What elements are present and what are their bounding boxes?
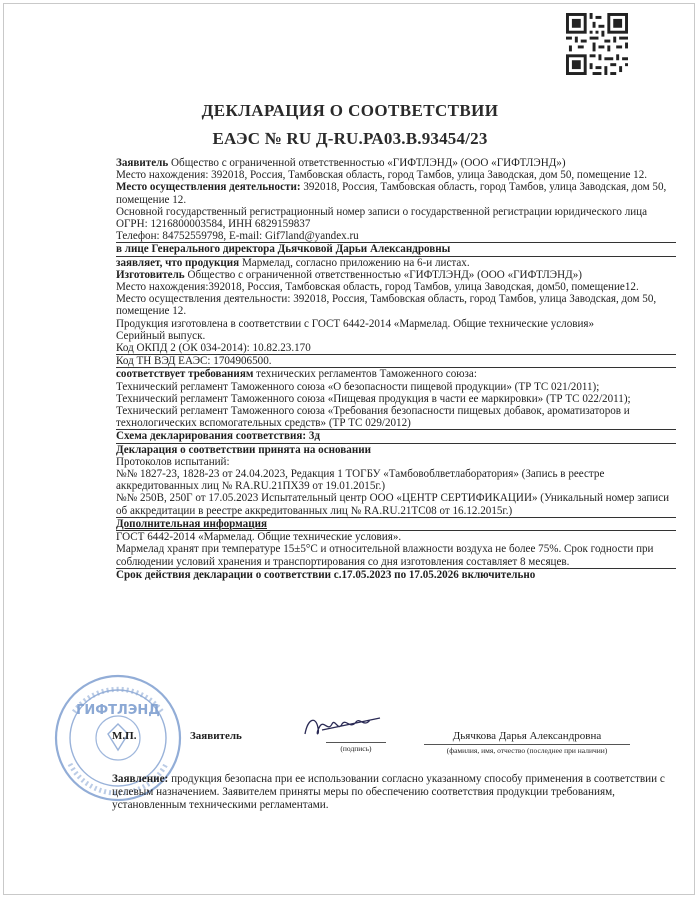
basis-line <box>116 443 676 456</box>
manufacturer-serial: Серийный выпуск. <box>116 329 206 342</box>
tnved-code: Код ТН ВЭД ЕАЭС: 1704906500. <box>116 354 676 367</box>
declaration-number: ЕАЭС № RU Д-RU.РА03.В.93454/23 <box>212 129 488 148</box>
signature-applicant-label: Заявитель <box>190 730 242 742</box>
declaration-body <box>116 157 676 581</box>
statement-text: продукция безопасна при ее использовании согласно указанному способу применения в соответствии с целевым назначением. Заявителем приняты меры по обеспечению соответствия продукции требованиям, установленным техническими регламентами. <box>112 773 665 811</box>
signature-caption: (подпись) <box>326 742 386 753</box>
signature-row <box>0 710 700 755</box>
scheme-line <box>116 429 676 442</box>
statement-label: Заявление: <box>112 773 169 785</box>
stamp-text: ГИФТЛЭНД <box>76 703 160 718</box>
protocol-item: №№ 250В, 250Г от 17.05.2023 Испытательный центр ООО «ЦЕНТР СЕРТИФИКАЦИИ» (Уникальный номер записи об аккредитации в реестре аккредитованных лиц № RA.RU.21ТС08 от 16.12.2015г.) <box>116 492 670 517</box>
requirement-item: Технический регламент Таможенного союза «Требования безопасности пищевых добавок, ароматизаторов и технологических вспомогательных средств» (ТР ТС 029/2012) <box>116 405 630 430</box>
statement-block <box>112 773 674 812</box>
manufacturer-name: Общество с ограниченной ответственностью «ГИФТЛЭНД» (ООО «ГИФТЛЭНД») <box>184 268 582 281</box>
applicant-contacts: Телефон: 84752559798, E-mail: Gif7land@yandex.ru <box>116 230 359 243</box>
applicant-ogrn: Основной государственный регистрационный номер записи о государственной регистрации юридического лица ОГРН: 1216800003584, ИНН 6829159837 <box>116 205 648 231</box>
activity-label: Место осуществления деятельности: <box>116 181 301 194</box>
signatory-name: Дьячкова Дарья Александровна <box>452 730 602 742</box>
applicant-activity: 392018, Россия, Тамбовская область, город Тамбов, улица Заводская, дом 50, помещение 12. <box>116 181 667 206</box>
represented-by <box>116 242 676 255</box>
additional-info-label: Дополнительная информация <box>116 517 267 530</box>
declares-label: заявляет, что продукция <box>116 256 240 269</box>
basis-label: Декларация о соответствии принята на основании <box>116 443 372 456</box>
scheme-text: Схема декларирования соответствия: 3д <box>116 430 321 443</box>
signatory-name-caption: (фамилия, имя, отчество (последнее при наличии) <box>424 744 630 755</box>
applicant-line <box>116 157 676 169</box>
requirements-label: соответствует требованиям <box>116 368 254 381</box>
manufacturer-activity: Место осуществления деятельности: 392018, Россия, Тамбовская область, город Тамбов, улица Заводская, дом 50, помещение 12. <box>116 293 657 318</box>
manufacturer-standard: Продукция изготовлена в соответствии с ГОСТ 6442-2014 «Мармелад. Общие технические условия» <box>116 317 595 330</box>
represented-text: в лице Генерального директора Дьячковой Дарьи Александровны <box>116 243 451 256</box>
manufacturer-label: Изготовитель <box>116 268 185 281</box>
additional-info-heading <box>116 517 676 530</box>
declares-line <box>116 256 676 269</box>
applicant-label: Заявитель <box>116 157 169 169</box>
requirements-intro: технических регламентов Таможенного союза: <box>253 368 477 381</box>
document-title: ДЕКЛАРАЦИЯ О СООТВЕТСТВИИ <box>201 101 499 120</box>
applicant-activity-line <box>116 181 676 205</box>
requirement-item: Технический регламент Таможенного союза «О безопасности пищевой продукции» (ТР ТС 021/2011); <box>116 380 600 393</box>
requirement-item: Технический регламент Таможенного союза «Пищевая продукция в части ее маркировки» (ТР ТС 022/2011); <box>116 392 631 405</box>
storage-conditions: Мармелад хранят при температуре 15±5°С и относительной влажности воздуха не более 75%. Срок годности при соблюдении условий хранения и транспортирования со дня изготовления составляет 8 месяцев. <box>116 543 654 568</box>
additional-standard: ГОСТ 6442-2014 «Мармелад. Общие технические условия». <box>116 530 676 543</box>
manufacturer-line <box>116 269 676 281</box>
protocols-label: Протоколов испытаний: <box>116 455 230 468</box>
protocol-item: №№ 1827-23, 1828-23 от 24.04.2023, Редакция 1 ТОГБУ «Тамбовоблветлаборатория» (Запись в реестре аккредитованных лиц № RA.RU.21ПХ39 от 19.01.2015г.) <box>116 468 605 493</box>
validity-text: Срок действия декларации о соответствии с.17.05.2023 по 17.05.2026 включительно <box>116 568 536 581</box>
stamp-place-label: М.П. <box>112 730 137 742</box>
declares-text: Мармелад, согласно приложению на 6-и листах. <box>239 256 470 269</box>
manufacturer-location: Место нахождения:392018, Россия, Тамбовская область, город Тамбов, улица Заводская, дом50, помещение12. <box>116 281 639 294</box>
okpd-code: Код ОКПД 2 (ОК 034-2014): 10.82.23.170 <box>116 342 311 355</box>
requirements-line <box>116 367 676 380</box>
applicant-name: Общество с ограниченной ответственностью «ГИФТЛЭНД» (ООО «ГИФТЛЭНД») <box>168 157 566 169</box>
qr-code <box>566 13 628 75</box>
applicant-location: Место нахождения: 392018, Россия, Тамбовская область, город Тамбов, улица Заводская, дом 50, помещение 12. <box>116 169 648 182</box>
statement-text-line <box>112 773 674 812</box>
validity-line <box>116 568 676 581</box>
